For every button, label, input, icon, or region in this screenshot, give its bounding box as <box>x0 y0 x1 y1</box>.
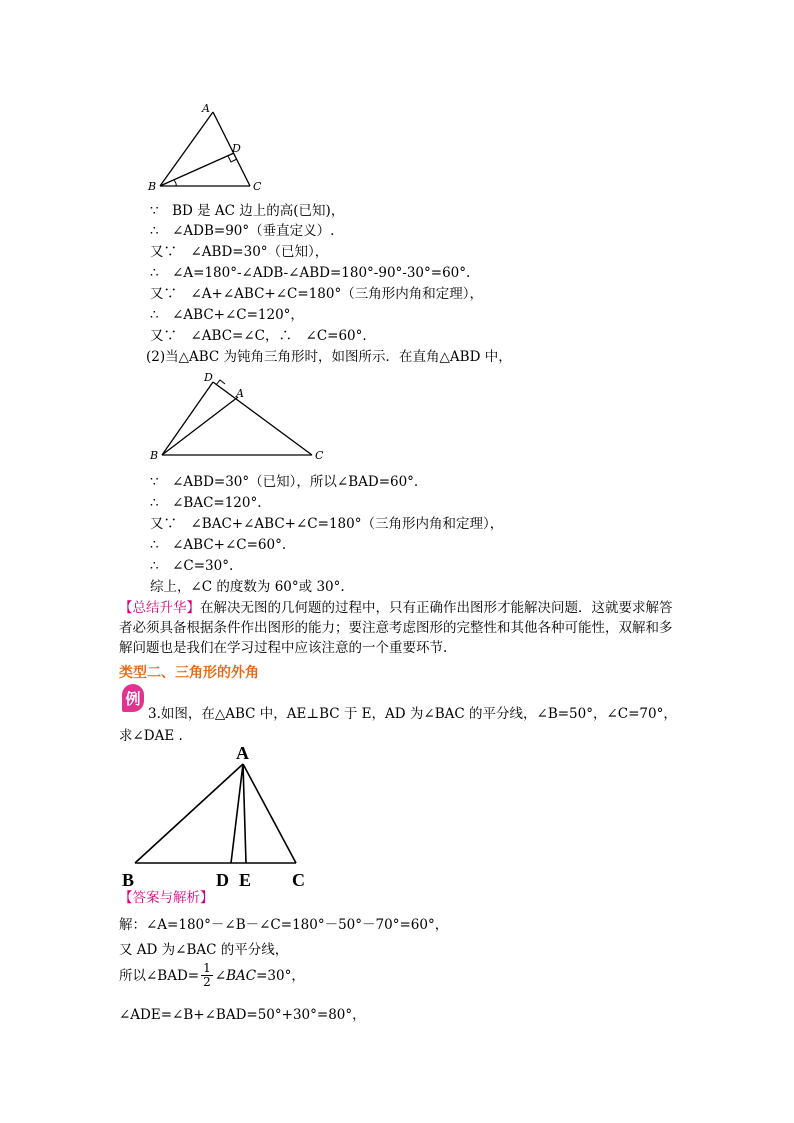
fraction-numerator: 1 <box>203 961 211 975</box>
bisector-ad <box>231 764 243 863</box>
label-d: D <box>216 870 229 890</box>
side-ab <box>135 764 243 863</box>
example-line-1: 3.如图，在△ABC 中，AE⊥BC 于 E，AD 为∠BAC 的平分线，∠B=50°，∠C=70°， <box>148 706 677 722</box>
answer-line-3 <box>119 962 305 989</box>
example-badge: 例 <box>122 684 144 712</box>
solution-1-line-5: 又∵ ∠A+∠ABC+∠C=180°（三角形内角和定理）， <box>150 286 483 302</box>
fraction-denominator: 2 <box>203 975 211 989</box>
label-c: C <box>315 449 324 462</box>
label-d: D <box>204 371 213 384</box>
summary-text: 在解决无图的几何题的过程中，只有正确作出图形才能解决问题．这就要求解答者必须具备根据条件作出图形的能力；要注意考虑图形的完整性和其他各种可能性，双解和多解问题也是我们在学习过程中应该注意的一个重要环节. <box>119 600 673 656</box>
label-c: C <box>292 870 305 890</box>
solution-2-line-2: ∴ ∠BAC=120°. <box>150 495 262 511</box>
example-line-2: 求∠DAE . <box>119 728 183 744</box>
figure-2-obtuse-triangle <box>140 370 340 465</box>
figure-3-triangle-with-bisector <box>115 740 325 890</box>
solution-2-line-6: 综上，∠C 的度数为 60°或 30°. <box>150 579 345 595</box>
label-b: B <box>148 180 157 193</box>
solution-1-line-6: ∴ ∠ABC+∠C=120°， <box>150 307 304 323</box>
answer-line-3-var: ∠BAC <box>214 967 257 984</box>
solution-1-line-2: ∴ ∠ADB=90°（垂直定义）. <box>150 223 335 239</box>
case-2-intro: (2)当△ABC 为钝角三角形时，如图所示．在直角△ABD 中， <box>146 349 512 365</box>
answer-line-4: ∠ADE=∠B+∠BAD=50°+30°=80°， <box>119 1007 366 1023</box>
answer-line-3-prefix: 所以∠BAD= <box>119 967 200 984</box>
summary-paragraph <box>119 598 681 658</box>
label-c: C <box>253 180 262 193</box>
label-b: B <box>150 449 159 462</box>
label-d: D <box>232 142 241 155</box>
side-bd <box>162 382 213 455</box>
label-b: B <box>122 870 135 890</box>
answer-line-1: 解：∠A=180°－∠B－∠C=180°－50°－70°=60°， <box>119 917 449 933</box>
fraction-one-half <box>201 962 213 989</box>
label-a: A <box>202 102 210 115</box>
figure-1-acute-triangle <box>140 100 280 195</box>
side-ba <box>162 397 238 455</box>
altitude-ae <box>243 764 246 863</box>
side-ac-ext <box>213 382 312 455</box>
solution-2-line-4: ∴ ∠ABC+∠C=60°. <box>150 537 287 553</box>
label-a: A <box>236 387 244 400</box>
section-title: 类型二、三角形的外角 <box>119 665 259 681</box>
label-a: A <box>236 743 249 763</box>
solution-1-line-1: ∵ BD 是 AC 边上的高(已知)， <box>150 203 345 219</box>
solution-1-line-4: ∴ ∠A=180°-∠ADB-∠ABD=180°-90°-30°=60°. <box>150 265 471 281</box>
solution-2-line-1: ∵ ∠ABD=30°（已知），所以∠BAD=60°. <box>150 474 419 490</box>
label-e: E <box>239 870 252 890</box>
solution-1-line-3: 又∵ ∠ABD=30°（已知）， <box>150 244 329 260</box>
answer-line-3-suffix: =30°， <box>256 967 305 984</box>
solution-2-line-5: ∴ ∠C=30°. <box>150 558 234 574</box>
side-ac <box>243 764 296 863</box>
right-angle-mark <box>216 380 225 385</box>
angle-arc-b <box>174 180 176 186</box>
answer-label: 【答案与解析】 <box>119 890 214 906</box>
solution-1-line-7: 又∵ ∠ABC=∠C，∴ ∠C=60°. <box>150 328 367 344</box>
summary-label: 【总结升华】 <box>119 600 200 616</box>
answer-line-2: 又 AD 为∠BAC 的平分线， <box>119 942 289 958</box>
solution-2-line-3: 又∵ ∠BAC+∠ABC+∠C=180°（三角形内角和定理）， <box>150 516 504 532</box>
side-ab <box>160 112 213 186</box>
